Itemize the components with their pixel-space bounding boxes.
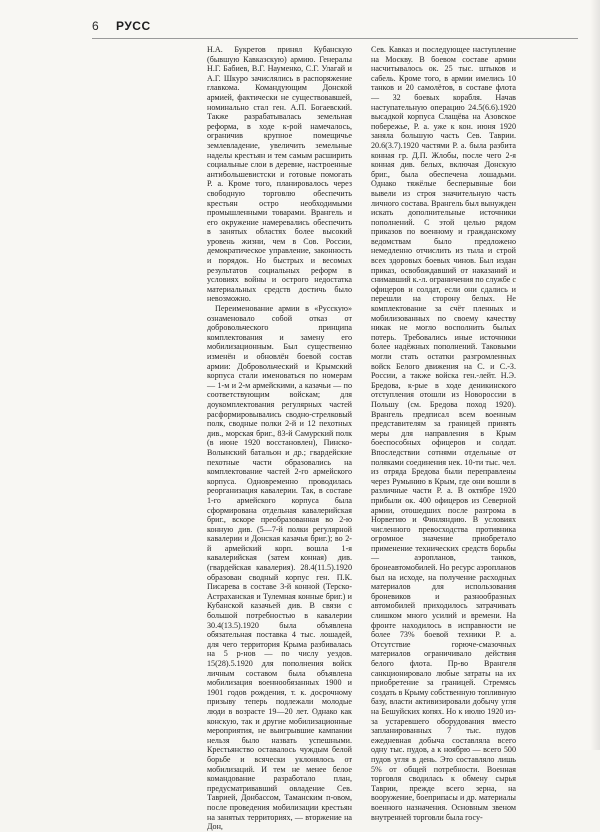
paragraph: Сев. Кавказ и последующее наступление на Москву. В боевом составе армии насчитывалось ок. 25 тыс. штыков и сабель. Кроме того, в армии имелись 10 танков и 20 самолётов, в составе флота — 32 боевых корабля. Начав наступательную операцию 24.5(6.6).1920 высадкой корпуса Слащёва на Азовское побережье, Р. а. уже к кон. июня 1920 заняла большую часть Сев. Таврии. 20.6(3.7).1920 частями Р. а. была разбита конная гр. Д.П. Жлобы, после чего 2-я конная див. белых, включая Донскую бриг., была обеспечена лошадьми. Однако тяжёлые бесперывные бои вывели из строя значительную часть личного состава. Врангель был вынужден искать дополнительные источники пополнений. С этой целью рядом приказов по военному и гражданскому ведомствам было предложено немедленно отчислить из тыла и строй всех здоровых боевых чинов. Был издан приказ, освобождавший от наказаний и снимавший к.-л. ограничения по службе с офицеров и солдат, если они сдались и перешли на сторону белых. Не комплектование за счёт пленных и мобилизованных по своему качеству никак не могло восполнить былых потерь. Требовались иные источники более надёжных пополнений. Таковыми могли стать остатки разгромленных войск Белого движения на С. и С.-З. России, а также войска ген.-лейт. Н.Э. Бредова, к-рые в ходе деникинского отступления отошли из Новороссии в Польшу (см. Бредова поход 1920). Врангель предписал всем военным представителям за границей принять меры для направления в Крым боеспособных офицеров и солдат. Впоследствии сотнями отдельные от поляками соединения нек. 10-ти тыс. чел. из отряда Бредова были переправлены через Румынию в Крым, где они вошли в различные части Р. а. В октябре 1920 прибыли ок. 400 офицеров из Северной армии, отошедших после разгрома в Норвегию и Финляндию. В условиях численного превосходства противника огромное значение приобретало применение технических средств борьбы — аэропланов, танков, бронеавтомобилей. Но ресурс аэропланов был на исходе, на получение расходных материалов для использования броневиков и разнообразных автомобилей приходилось затрачивать слишком много усилий и времени. На фронте находилось в исправности не более 73% боевой техники Р. а. Отсутствие горюче-смазочных материалов ограничивало действия белого флота. Пр-во Врангеля санкционировало любые затраты на их приобретение за границей. Стремясь создать в Крыму собственную топливную базу, власти активизировали добычу угля на Бешуйских копях. Но к июлю 1920 из-за устаревшего оборудования вместо запланированных 7 тыс. пудов ежедневная добыча составляла всего одну тыс. пудов, а к ноябрю — всего 500 пудов угля в день. Это составляло лишь 5% от общей потребности. Военная торговля сводилась к обмену сырья Таврии, прежде всего зерна, на вооружение, боеприпасы и др. материалы военного назначения. Основным звеном внутренней торговли была госу-: [371, 45, 516, 822]
page-header: [92, 16, 578, 36]
text-column-2: [371, 45, 516, 822]
header-rule: [92, 38, 578, 39]
running-head: РУСС: [116, 19, 151, 33]
text-column-1: [207, 45, 352, 832]
paragraph: Н.А. Букретов принял Кубанскую (бывшую Кавказскую) армию. Генералы Н.Г. Бабиев, В.Г. Науменко, С.Г. Улагай и А.Г. Шкуро зачислялись в распоряжение главкома. Командующим Донской армией, фактически не существовавшей, номинально стал ген. А.П. Богаевский. Также разрабатывалась земельная реформа, в ходе к-рой намечалось, ограничив крупное помещичье землевладение, увеличить земельные наделы крестьян и тем самым расширить социальные слои в деревне, настроенные антибольшевистски и готовые помогать Р. а. Кроме того, планировалось через свободную торговлю обеспечить крестьян остро необходимыми промышленными товарами. Врангель и его окружение намеревались обеспечить в занятых областях более высокий уровень жизни, чем в Сов. России, демократическое управление, законность и порядок. Но быстрых и весомых результатов социальных реформ в условиях войны и острого недостатка материальных средств достичь было невозможно.: [207, 45, 352, 304]
page-number: 6: [92, 19, 99, 33]
page-edge-shadow: [590, 0, 600, 750]
paragraph: Переименование армии в «Русскую» ознаменовало собой отказ от добровольческого принципа комплектования и замену его мобилизационным. Был существенно изменён и обновлён боевой состав армии: Добровольческий и Крымский корпуса стали именоваться по номерам — 1-м и 2-м армейскими, а казачьи — по соответствующим войскам; для доукомплектования регулярных частей расформировывались сводно-стрелковый полк, сводные полки 2-й и 12 пехотных див., морская бриг., 83-й Самурский полк (в июне 1920 восстановлен), Пинско-Волынский батальон и др.; гвардейские пехотные части образовались на комплектование частей 2-го армейского корпуса. Одновременно проводилась реорганизация кавалерии. Так, в составе 1-го армейского корпуса была сформирована отдельная кавалерийская бриг., вскоре преобразованная во 2-ю конную див. (5—7-й полки регулярной кавалерии и Донская казачья бриг.); во 2-й армейский корп. вошла 1-я кавалерийская (затем конная) див. (гвардейская кавалерия). 28.4(11.5).1920 образован сводный корпус ген. П.К. Писарева в составе 3-й конной (Терско-Астраханская и Тулемная конные бриг.) и Кубанской казачьей див. В связи с большой потребностью в кавалерии 30.4(13.5).1920 была объявлена обязательная поставка 4 тыс. лошадей, для чего территория Крыма разбивалась на 5 р-нов — по числу уездов. 15(28).5.1920 для пополнения войск личным составом была объявлена мобилизация военнообязанных 1900 и 1901 годов рождения, т. к. досрочному призыву теперь подлежали молодые люди в возрасте 19—20 лет. Однако как конскую, так и другие мобилизационные мероприятия, не выигрывшие кампании нельзя было назвать успешными. Крестьянство оставалось чуждым белой борьбе и всячески уклонялось от мобилизаций. И тем не менее белое командование разработало план, предусматривавший овладение Сев. Таврией, Донбассом, Таманским п-овом, после проведения мобилизации крестьян на занятых территориях, — вторжение на Дон,: [207, 304, 352, 832]
